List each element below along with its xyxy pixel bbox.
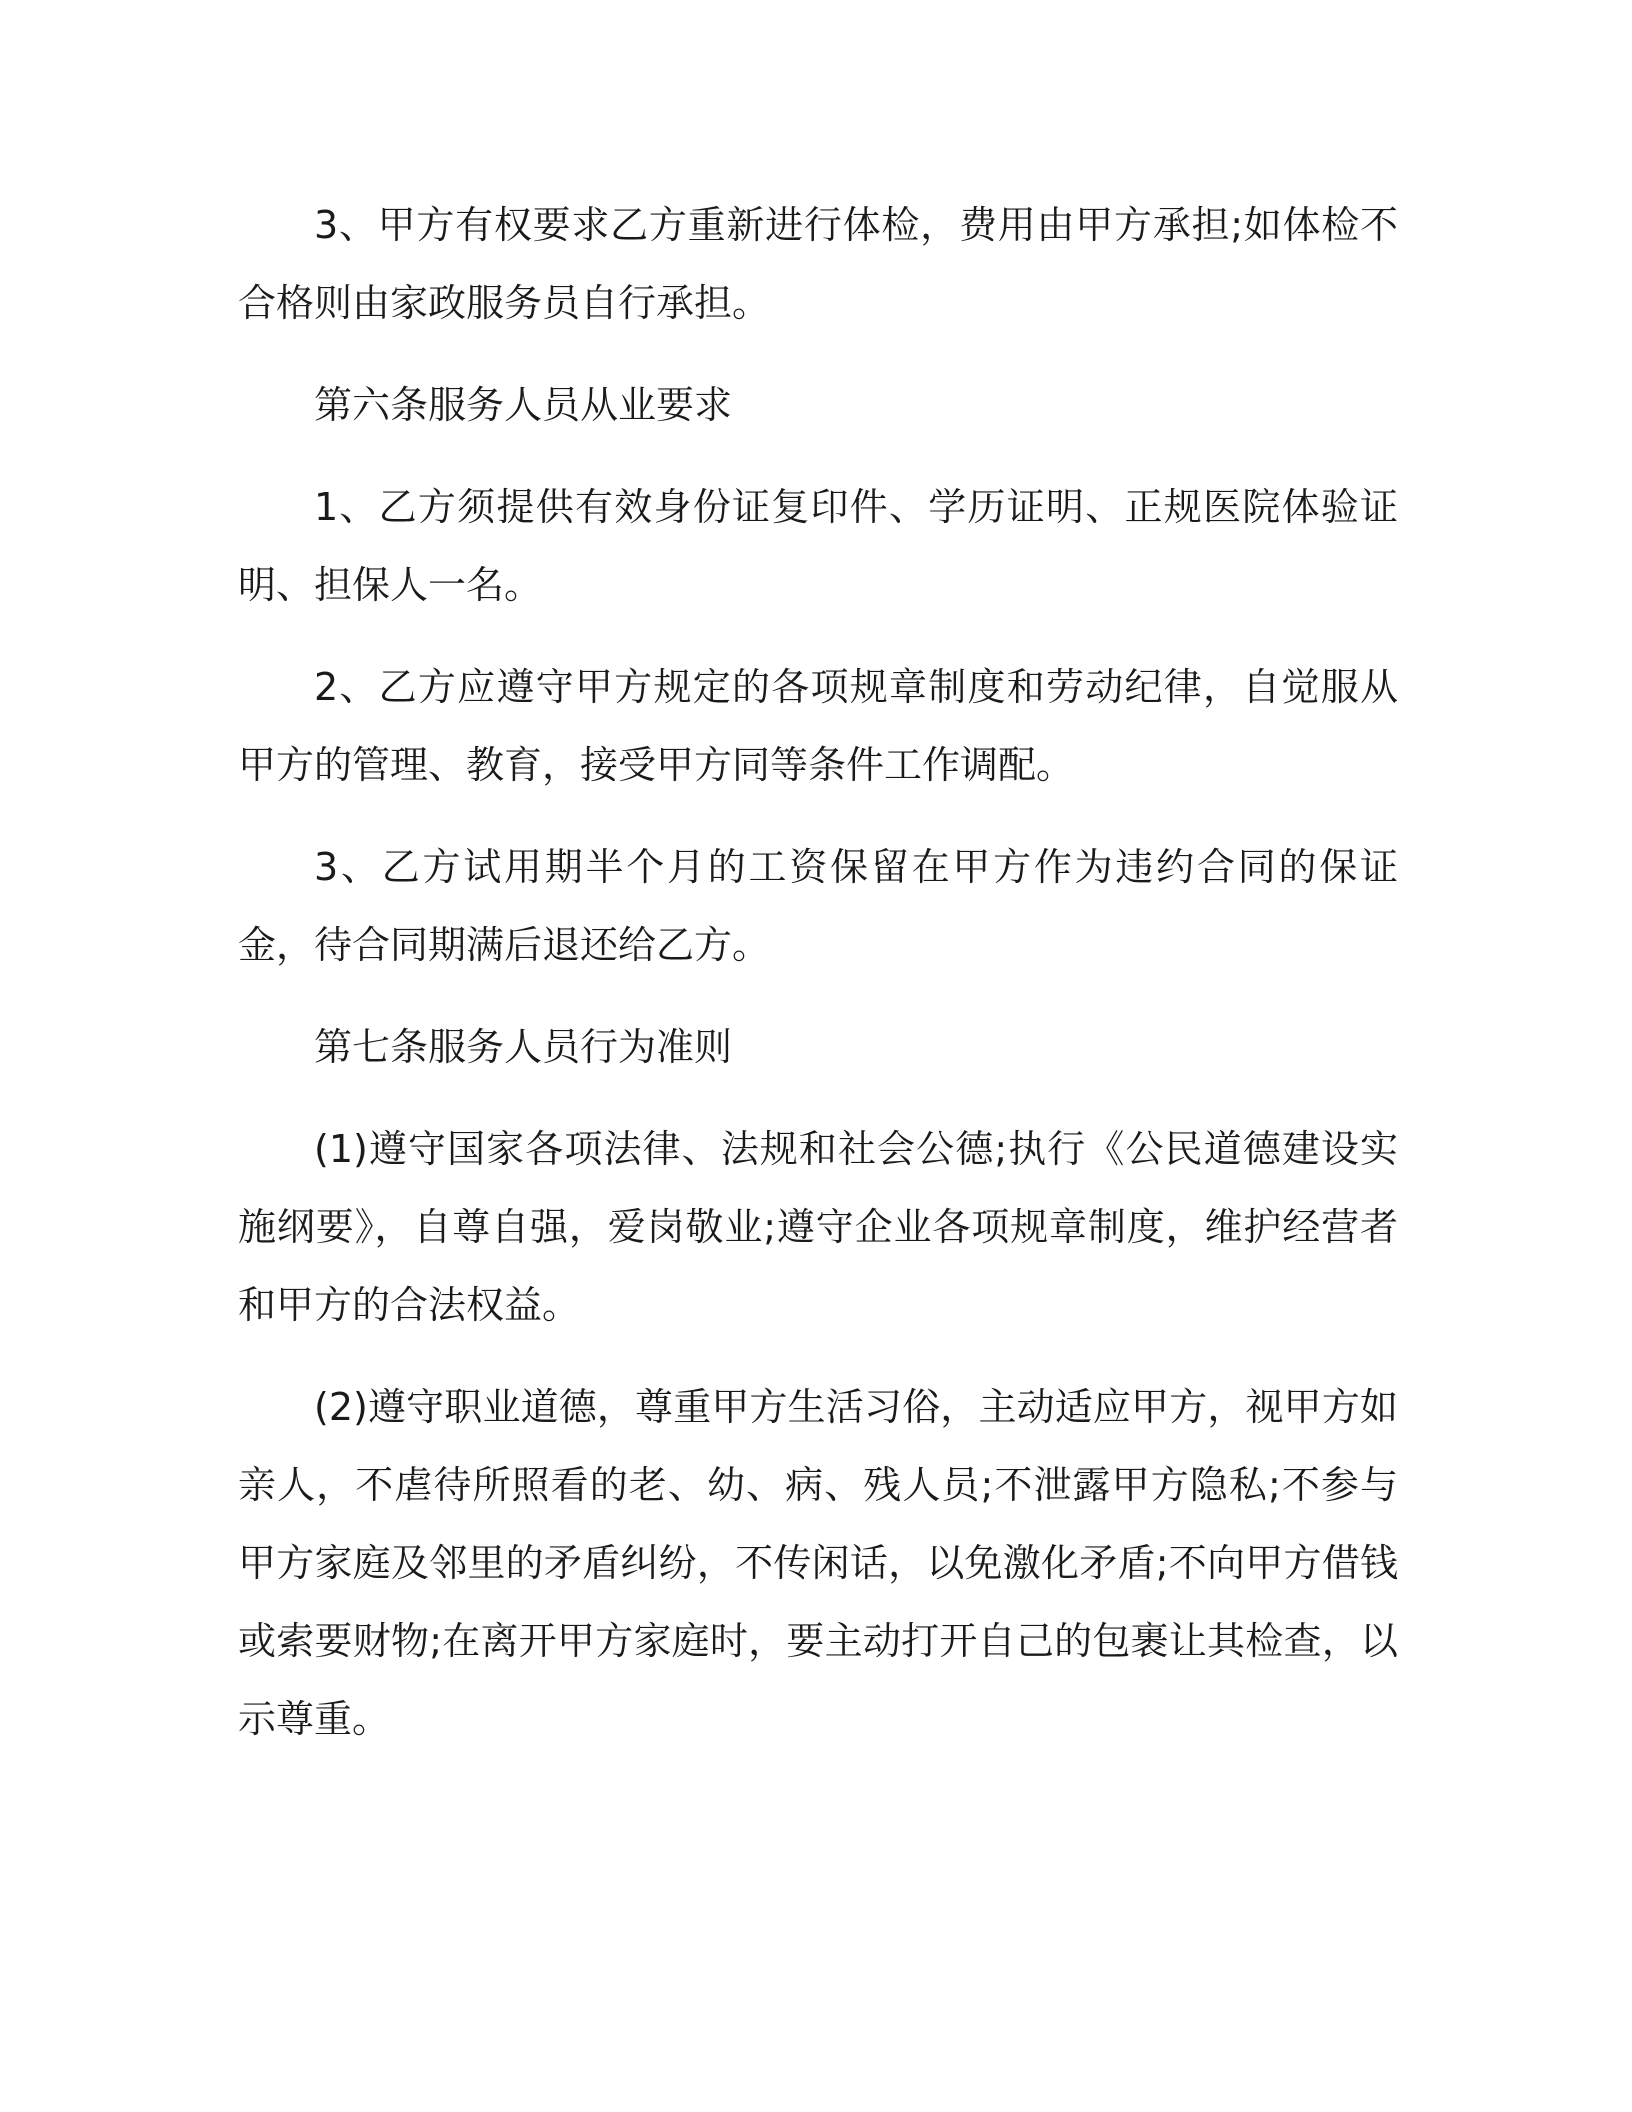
- paragraph-documents-required: 1、乙方须提供有效身份证复印件、学历证明、正规医院体验证明、担保人一名。: [238, 485, 1398, 607]
- paragraph-conduct-2: (2)遵守职业道德，尊重甲方生活习俗，主动适应甲方，视甲方如亲人，不虐待所照看的老、幼、病、残人员;不泄露甲方隐私;不参与甲方家庭及邻里的矛盾纠纷，不传闲话，以免激化矛盾;不向甲方借钱或索要财物;在离开甲方家庭时，要主动打开自己的包裹让其检查，以示尊重。: [238, 1385, 1398, 1741]
- heading-article-seven: 第七条服务人员行为准则: [314, 1025, 733, 1069]
- paragraph-rules-compliance: 2、乙方应遵守甲方规定的各项规章制度和劳动纪律，自觉服从甲方的管理、教育，接受甲方同等条件工作调配。: [238, 665, 1398, 787]
- heading-article-six: 第六条服务人员从业要求: [314, 383, 733, 427]
- paragraph-conduct-1: (1)遵守国家各项法律、法规和社会公德;执行《公民道德建设实施纲要》，自尊自强，爱岗敬业;遵守企业各项规章制度，维护经营者和甲方的合法权益。: [238, 1127, 1398, 1327]
- paragraph-physical-exam: 3、甲方有权要求乙方重新进行体检，费用由甲方承担;如体检不合格则由家政服务员自行承担。: [238, 203, 1398, 325]
- document-body: [238, 186, 1398, 1758]
- paragraph-deposit: 3、乙方试用期半个月的工资保留在甲方作为违约合同的保证金，待合同期满后退还给乙方。: [238, 845, 1398, 967]
